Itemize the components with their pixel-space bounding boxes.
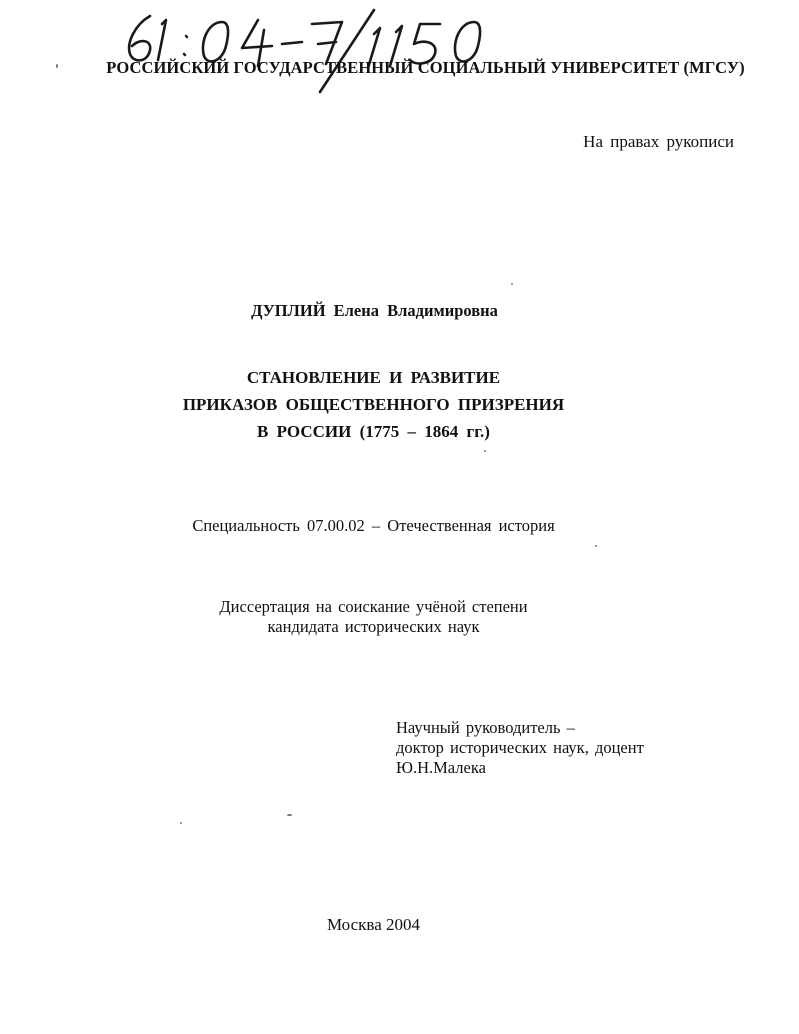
title-line: ПРИКАЗОВ ОБЩЕСТВЕННОГО ПРИЗРЕНИЯ: [182, 395, 565, 414]
author-surname: ДУПЛИЙ: [251, 301, 326, 320]
supervisor-line: Ю.Н.Малека: [396, 758, 486, 777]
degree-line: кандидата исторических наук: [267, 617, 480, 636]
scan-speck: [595, 545, 597, 547]
title-line: СТАНОВЛЕНИЕ И РАЗВИТИЕ: [246, 368, 501, 387]
scan-speck: [180, 822, 182, 824]
supervisor-line: доктор исторических наук, доцент: [396, 738, 644, 757]
manuscript-note: На правах рукописи: [583, 132, 734, 151]
degree-line: Диссертация на соискание учёной степени: [219, 597, 528, 616]
author-name: [0, 301, 799, 321]
scan-speck: [287, 814, 292, 816]
specialty: Специальность 07.00.02 – Отечественная история: [192, 516, 555, 535]
scientific-supervisor: [396, 718, 644, 778]
supervisor-line: Научный руководитель –: [396, 718, 575, 737]
handwritten-code-drawing: [112, 2, 512, 94]
scan-speck: [511, 283, 513, 285]
dissertation-title: [0, 364, 799, 445]
scan-speck: [484, 450, 486, 452]
scan-speck: [56, 64, 58, 68]
author-given-names: Елена Владимировна: [333, 301, 498, 320]
title-line: В РОССИИ (1775 – 1864 гг.): [257, 422, 490, 441]
university-name: РОССИЙСКИЙ ГОСУДАРСТВЕННЫЙ СОЦИАЛЬНЫЙ УНИВЕРСИТЕТ (МГСУ): [106, 58, 745, 77]
city-year: Москва 2004: [326, 915, 421, 934]
degree-statement: [0, 597, 799, 637]
handwritten-archive-code: [112, 2, 512, 94]
